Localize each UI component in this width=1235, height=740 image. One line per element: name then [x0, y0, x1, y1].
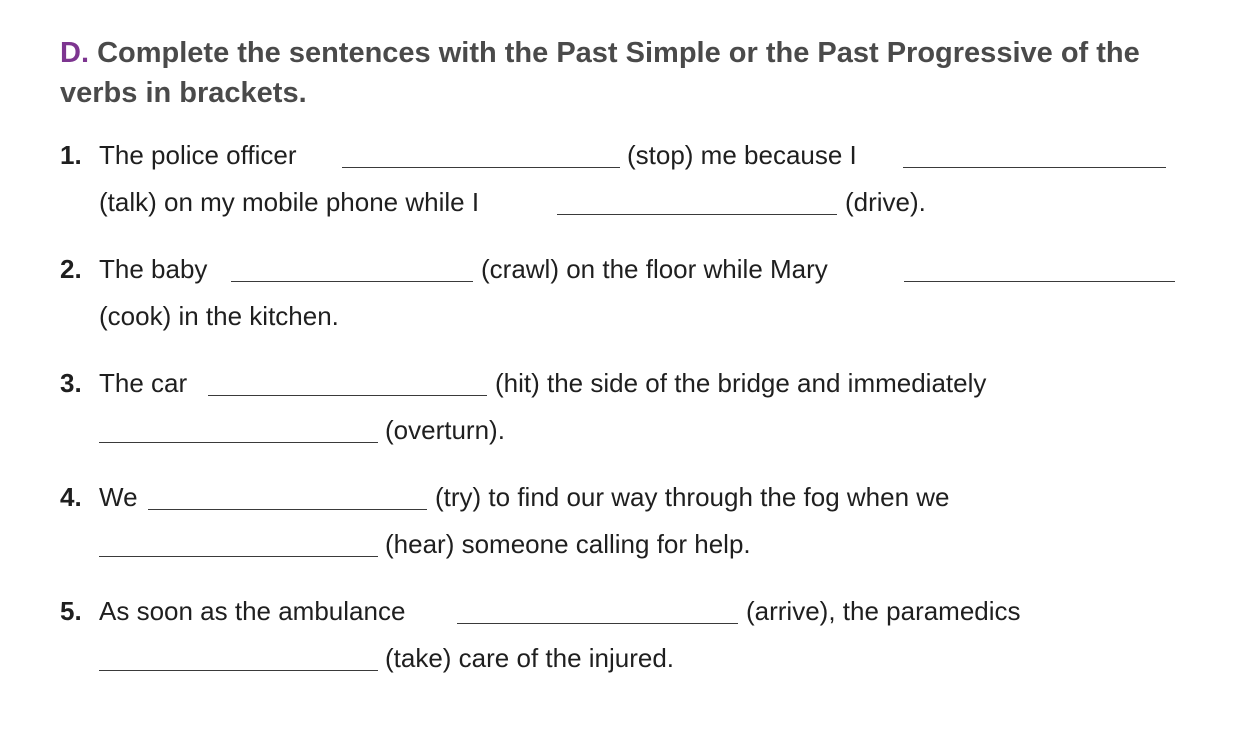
item-number: 2. — [60, 254, 82, 284]
item-number: 3. — [60, 368, 82, 398]
answer-blank-3b[interactable] — [99, 442, 378, 443]
exercise-heading — [60, 33, 1180, 113]
answer-blank-4a[interactable] — [148, 509, 427, 510]
item-text: The police officer — [99, 140, 297, 170]
item-text: The car — [99, 368, 188, 398]
answer-blank-2a[interactable] — [231, 281, 473, 282]
exercise-instruction: Complete the sentences with the Past Simple or the Past Progressive of the verbs in brackets. — [60, 37, 1140, 109]
item-text: (cook) in the kitchen. — [99, 301, 339, 331]
exercise-letter: D — [60, 37, 81, 69]
answer-blank-5a[interactable] — [457, 623, 738, 624]
item-text: (take) care of the injured. — [385, 643, 675, 673]
answer-blank-1a[interactable] — [342, 167, 620, 168]
answer-blank-3a[interactable] — [208, 395, 487, 396]
answer-blank-1b[interactable] — [903, 167, 1166, 168]
answer-blank-2b[interactable] — [904, 281, 1175, 282]
item-text: (stop) me because I — [627, 140, 857, 170]
item-number: 1. — [60, 140, 82, 170]
item-text: (talk) on my mobile phone while I — [99, 187, 480, 217]
exercise-letter-dot: . — [80, 37, 90, 69]
item-text: The baby — [99, 254, 208, 284]
item-text: (hit) the side of the bridge and immediately — [495, 368, 987, 398]
item-number: 5. — [60, 596, 82, 626]
item-text: (crawl) on the floor while Mary — [481, 254, 828, 284]
item-number: 4. — [60, 482, 82, 512]
answer-blank-4b[interactable] — [99, 556, 378, 557]
item-text: (try) to find our way through the fog when we — [435, 482, 950, 512]
answer-blank-5b[interactable] — [99, 670, 378, 671]
item-text: We — [99, 482, 138, 512]
item-text: (drive). — [845, 187, 926, 217]
answer-blank-1c[interactable] — [557, 214, 837, 215]
item-text: As soon as the ambulance — [99, 596, 406, 626]
item-text: (arrive), the paramedics — [746, 596, 1021, 626]
item-text: (hear) someone calling for help. — [385, 529, 751, 559]
item-text: (overturn). — [385, 415, 505, 445]
